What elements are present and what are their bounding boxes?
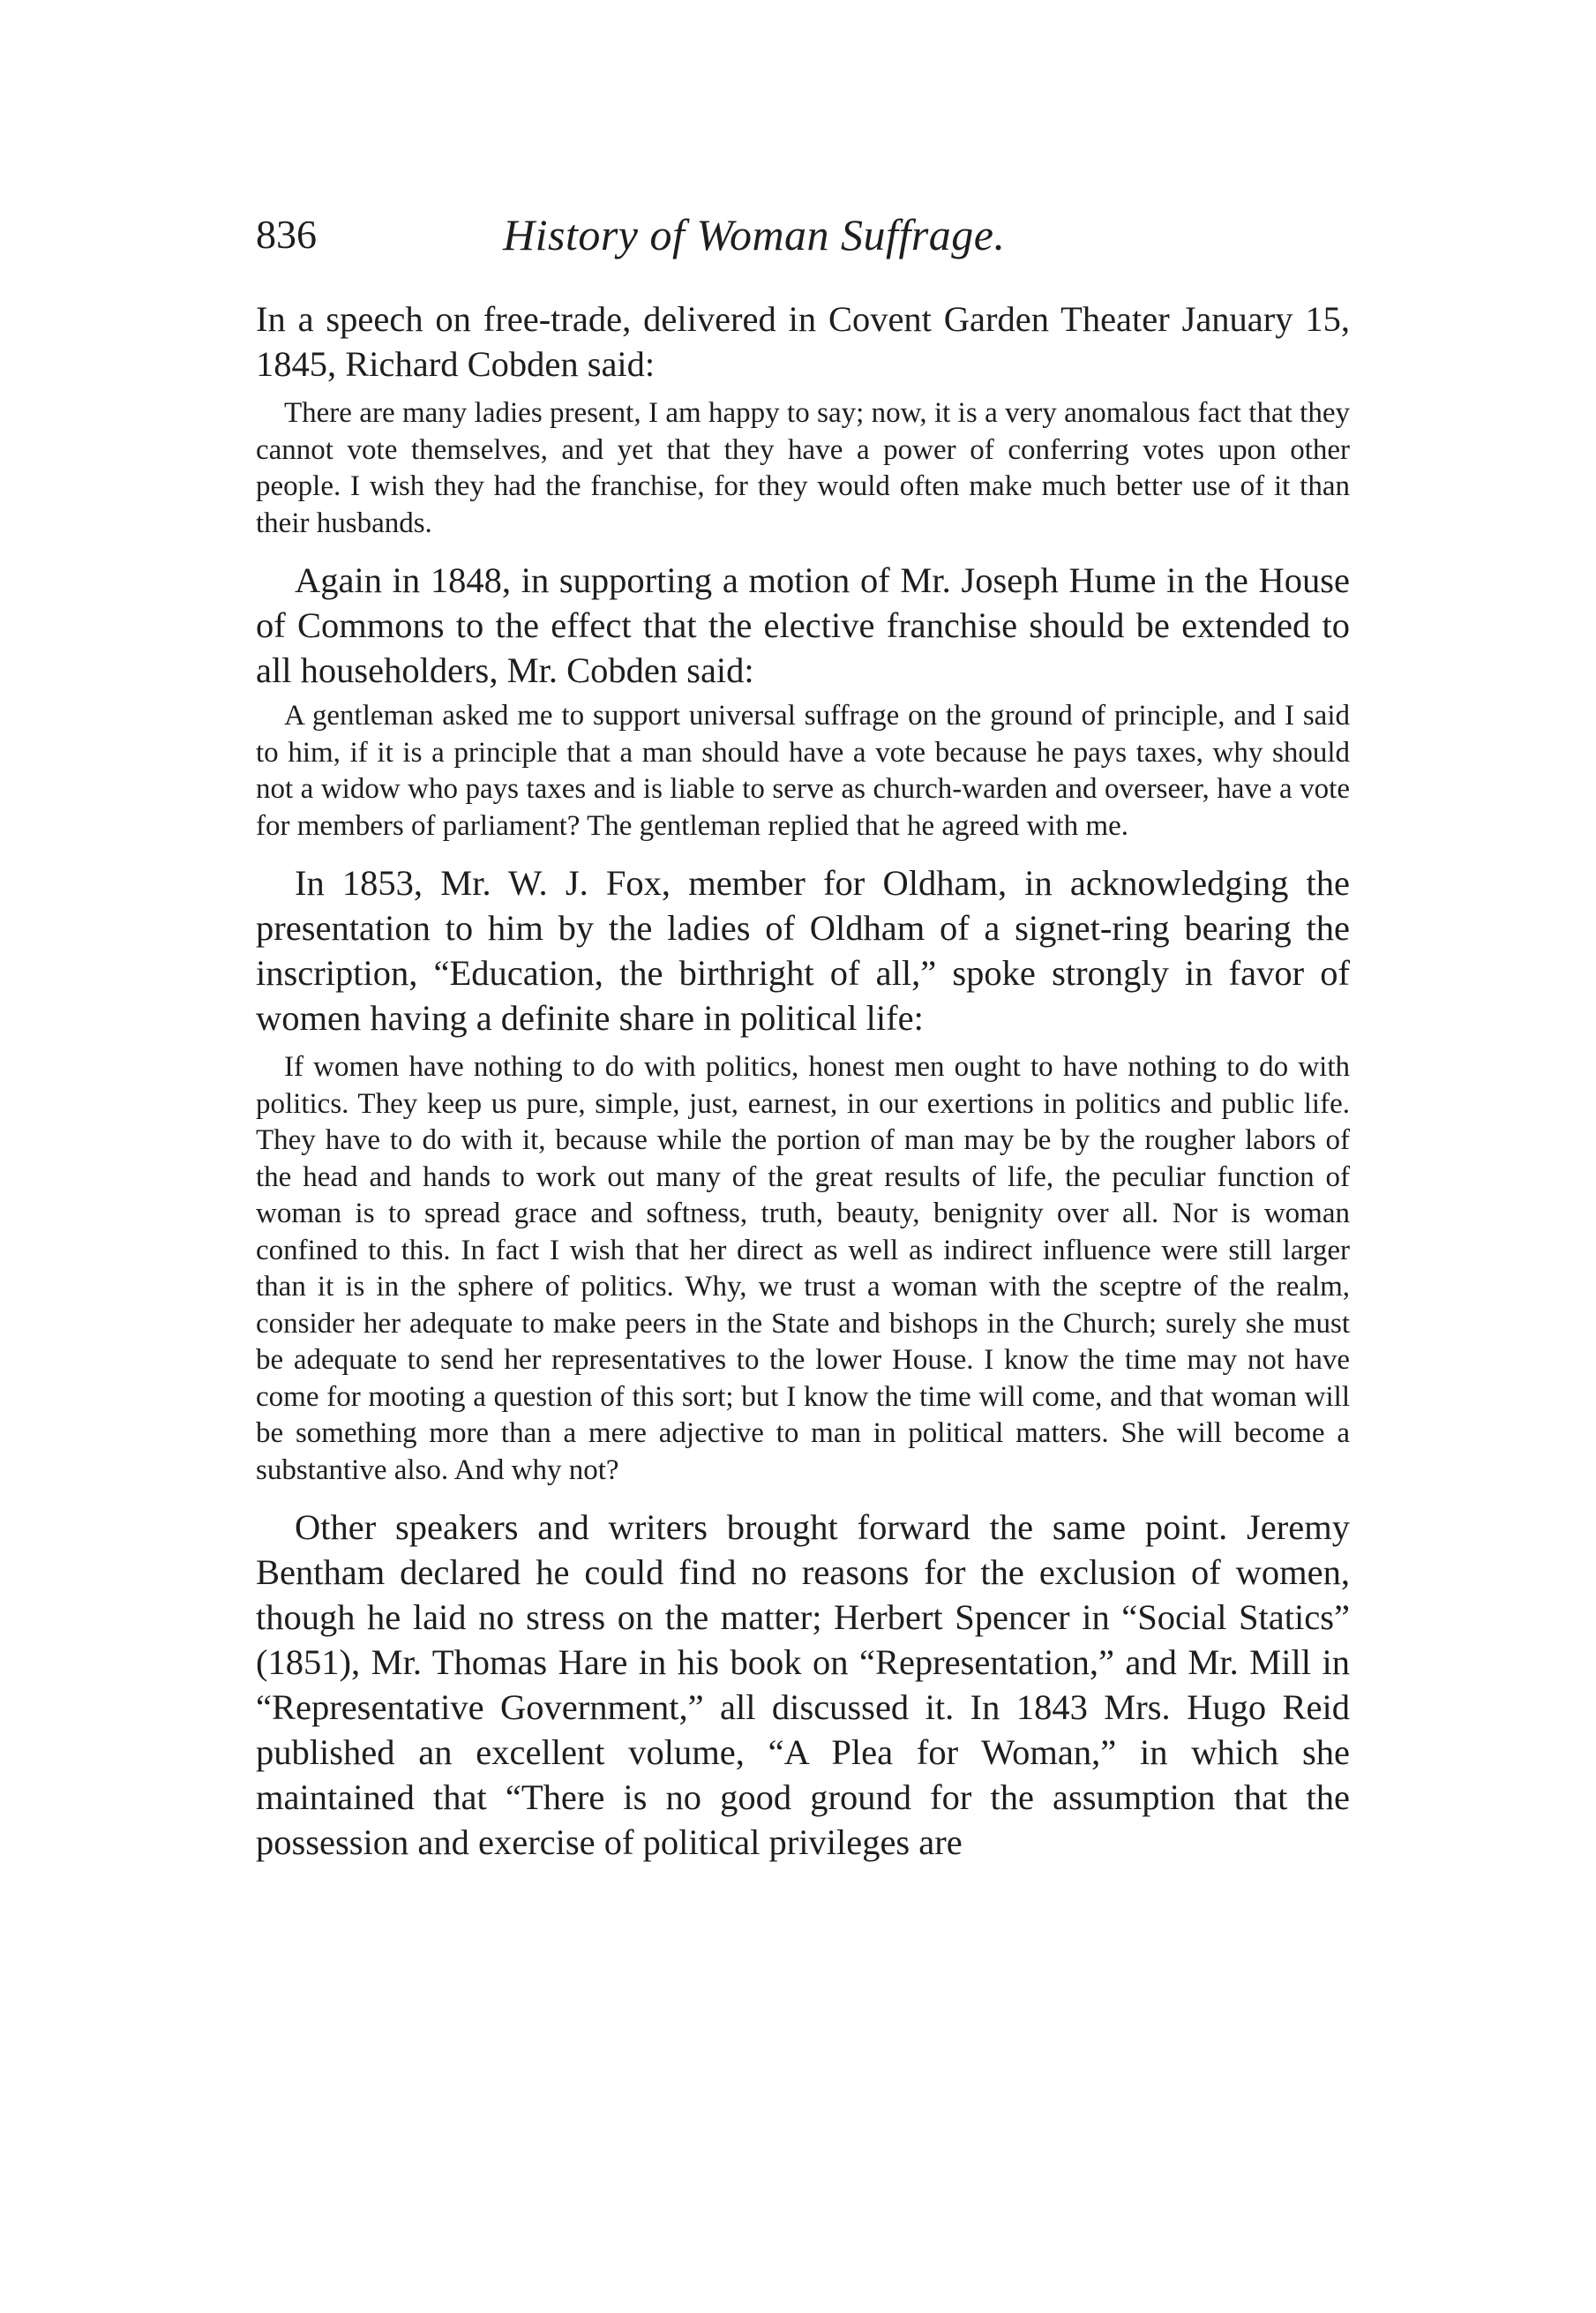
body-text bbox=[256, 297, 1350, 1865]
paragraph-fox-1853: In 1853, Mr. W. J. Fox, member for Oldham, in acknowledging the presentation to him by the ladies of Oldham of a signet-ring bearing the inscription, “Education, the birthright of all,” spoke strongly in favor of women having a definite share in political life: bbox=[256, 863, 1350, 1038]
quote-fox-1853: If women have nothing to do with politics, honest men ought to have nothing to do with politics. They keep us pure, simple, just, earnest, in our exertions in politics and public life. They have to do with it, because while the portion of man may be by the rougher labors of the head and hands to work out many of the great results of life, the peculiar function of woman is to spread grace and softness, truth, beauty, benignity over all. Nor is woman confined to this. In fact I wish that her direct as well as indirect influence were still larger than it is in the sphere of politics. Why, we trust a woman with the sceptre of the realm, consider her adequate to make peers in the State and bishops in the Church; surely she must be adequate to send her representatives to the lower House. I know the time may not have come for mooting a question of this sort; but I know the time will come, and that woman will be something more than a mere adjective to man in political matters. She will become a substantive also. And why not? bbox=[256, 1051, 1350, 1486]
quote-cobden-1845: There are many ladies present, I am happy to say; now, it is a very anomalous fact that they cannot vote themselves, and yet that they have a power of conferring votes upon other people. I wish they had the franchise, for they would often make much better use of it than their husbands. bbox=[256, 397, 1350, 539]
page-number: 836 bbox=[256, 212, 317, 257]
paragraph-cobden-1848: Again in 1848, in supporting a motion of Mr. Joseph Hume in the House of Commons to the effect that the elective franchise should be extended to all householders, Mr. Cobden said: bbox=[256, 560, 1350, 690]
page-header bbox=[256, 208, 1350, 279]
running-title: History of Woman Suffrage. bbox=[503, 210, 1006, 259]
paragraph-other-speakers: Other speakers and writers brought forward the same point. Jeremy Bentham declared he could find no reasons for the exclusion of women, though he laid no stress on the matter; Herbert Spencer in “Social Statics” (1851), Mr. Thomas Hare in his book on “Representation,” and Mr. Mill in “Representative Government,” all discussed it. In 1843 Mrs. Hugo Reid published an excellent volume, “A Plea for Woman,” in which she maintained that “There is no good ground for the assumption that the possession and exercise of political privileges are bbox=[256, 1507, 1350, 1862]
quote-cobden-1848: A gentleman asked me to support universal suffrage on the ground of principle, and I said to him, if it is a principle that a man should have a vote because he pays taxes, why should not a widow who pays taxes and is liable to serve as church-warden and overseer, have a vote for members of parliament? The gentleman replied that he agreed with me. bbox=[256, 700, 1350, 842]
paragraph-cobden-1845: In a speech on free-trade, delivered in Covent Garden Theater January 15, 1845, Richard Cobden said: bbox=[256, 299, 1350, 384]
